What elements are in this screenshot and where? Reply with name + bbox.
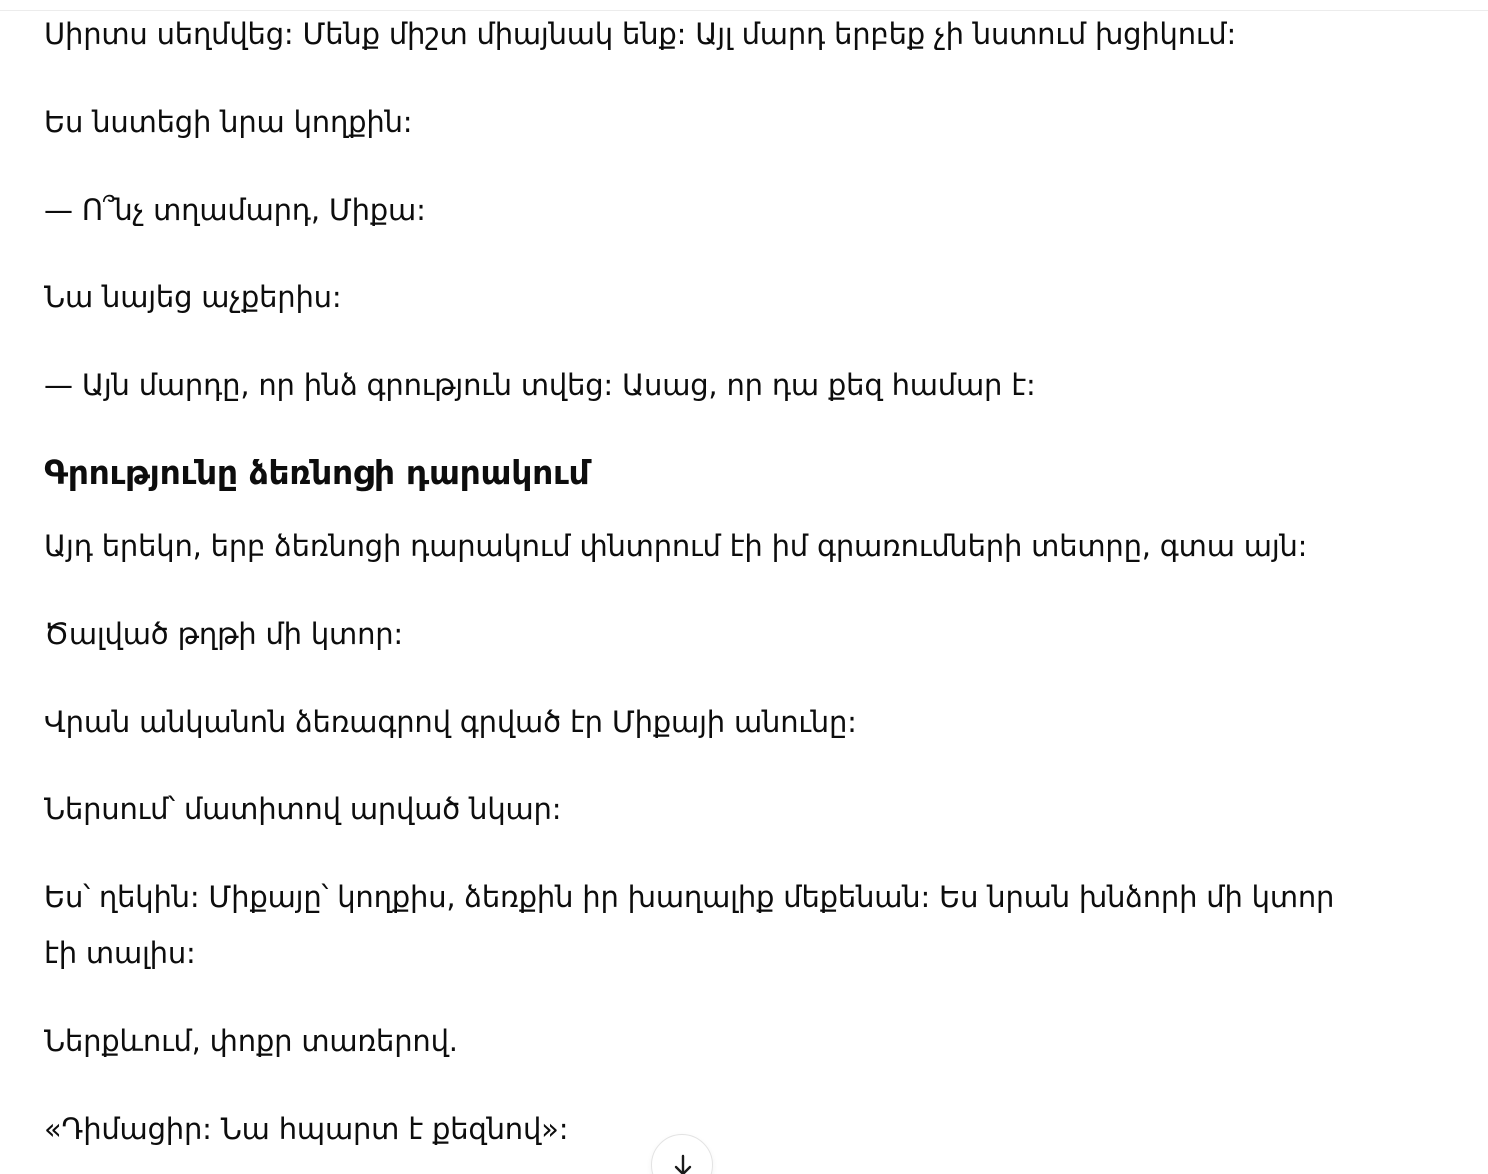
paragraph: Այդ երեկո, երբ ձեռնոցի դարակում փնտրում էի իմ գրառումների տետրը, գտա այն: — [44, 529, 1308, 563]
paragraph: — Այն մարդը, որ ինձ գրություն տվեց: Ասաց, որ դա քեզ համար է: — [44, 368, 1036, 402]
paragraph: «Դիմացիր: Նա հպարտ է քեզնով»: — [44, 1112, 569, 1146]
arrow-down-icon — [668, 1151, 698, 1174]
paragraph: Ծալված թղթի մի կտոր: — [44, 617, 403, 651]
section-heading: Գրությունը ձեռնոցի դարակում — [44, 453, 590, 492]
paragraph: Նա նայեց աչքերիս: — [44, 280, 342, 314]
paragraph: Սիրտս սեղմվեց: Մենք միշտ միայնակ ենք: Այլ մարդ երբեք չի նստում խցիկում: — [44, 17, 1237, 51]
paragraph: Ես նստեցի նրա կողքին: — [44, 105, 413, 139]
paragraph: — Ո՞նչ տղամարդ, Միքա: — [44, 193, 426, 227]
scroll-to-bottom-button[interactable] — [651, 1134, 713, 1174]
paragraph-line: էի տալիս: — [44, 936, 196, 970]
paragraph: Ներսում՝ մատիտով արված նկար: — [44, 792, 562, 826]
paragraph: Վրան անկանոն ձեռագրով գրված էր Միքայի անունը: — [44, 705, 857, 739]
paragraph: Ներքևում, փոքր տառերով. — [44, 1024, 458, 1058]
paragraph-line: Ես՝ ղեկին: Միքայը՝ կողքիս, ձեռքին իր խաղալիք մեքենան: Ես նրան խնձորի մի կտոր — [44, 880, 1335, 914]
